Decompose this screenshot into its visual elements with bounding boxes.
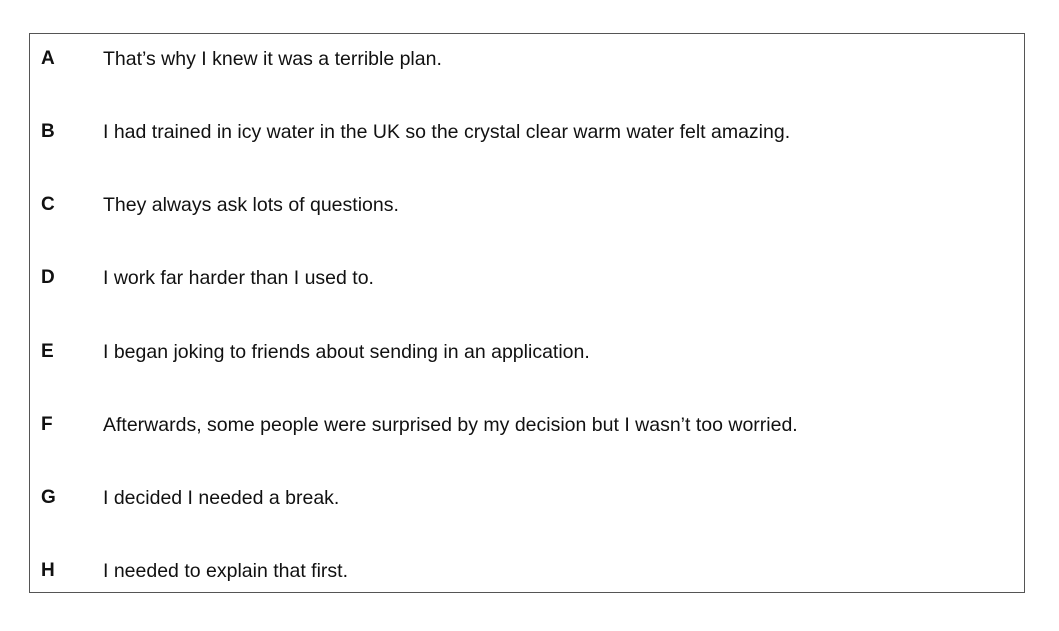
option-text: Afterwards, some people were surprised by my decision but I wasn’t too worried. (103, 413, 798, 436)
option-letter: F (41, 414, 53, 435)
option-text: I work far harder than I used to. (103, 266, 374, 289)
option-letter: G (41, 487, 56, 508)
option-row-b (30, 117, 1024, 147)
option-letter: H (41, 560, 55, 581)
option-text: That’s why I knew it was a terrible plan. (103, 47, 442, 70)
option-row-e (30, 337, 1024, 367)
option-row-g (30, 483, 1024, 513)
option-text: I had trained in icy water in the UK so the crystal clear warm water felt amazing. (103, 120, 791, 143)
option-letter: E (41, 341, 54, 362)
option-row-a (30, 44, 1024, 74)
option-row-d (30, 263, 1024, 293)
option-row-h (30, 556, 1024, 586)
option-letter: D (41, 267, 55, 288)
option-letter: A (41, 48, 55, 69)
option-row-c (30, 190, 1024, 220)
option-text: They always ask lots of questions. (103, 193, 399, 216)
option-text: I began joking to friends about sending in an application. (103, 340, 590, 363)
option-row-f (30, 410, 1024, 440)
option-text: I needed to explain that first. (103, 559, 348, 582)
option-letter: B (41, 121, 55, 142)
option-letter: C (41, 194, 55, 215)
option-text: I decided I needed a break. (103, 486, 340, 509)
options-box (29, 33, 1025, 593)
